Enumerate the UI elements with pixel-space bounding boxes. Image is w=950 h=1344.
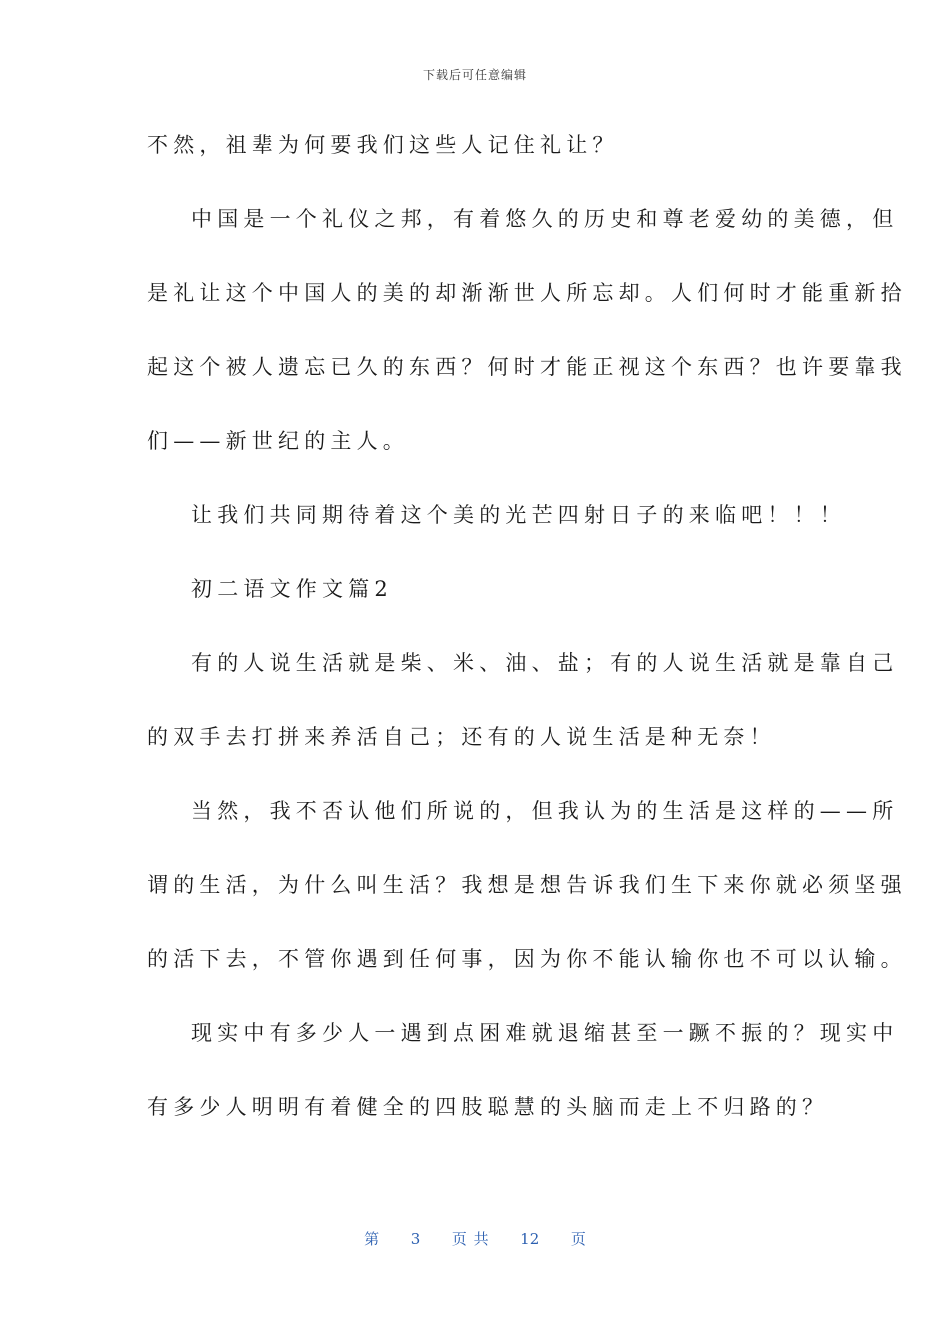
text-line: 现实中有多少人一遇到点困难就退缩甚至一蹶不振的？现实中 bbox=[191, 1021, 899, 1045]
text-line: 当然，我不否认他们所说的，但我认为的生活是这样的——所 bbox=[191, 799, 899, 823]
page-mid-text: 页 共 bbox=[451, 1230, 489, 1248]
text-line: 有多少人明明有着健全的四肢聪慧的头脑而走上不归路的？ bbox=[147, 1095, 829, 1119]
body-text bbox=[147, 126, 907, 1162]
text-line: 的活下去，不管你遇到任何事，因为你不能认输你也不可以认输。 bbox=[147, 947, 907, 971]
text-line: 不然，祖辈为何要我们这些人记住礼让？ bbox=[147, 133, 619, 157]
text-line: 是礼让这个中国人的美的却渐渐世人所忘却。人们何时才能重新拾 bbox=[147, 281, 907, 305]
page-header: 下载后可任意编辑 bbox=[422, 68, 527, 82]
current-page-number: 3 bbox=[410, 1230, 421, 1248]
text-line: 谓的生活，为什么叫生活？我想是想告诉我们生下来你就必须坚强 bbox=[147, 873, 907, 897]
text-line: 有的人说生活就是柴、米、油、盐；有的人说生活就是靠自己 bbox=[191, 651, 899, 675]
text-line: 的双手去打拼来养活自己；还有的人说生活是种无奈！ bbox=[147, 725, 776, 749]
total-pages-number: 12 bbox=[520, 1230, 540, 1248]
page-prefix: 第 bbox=[364, 1230, 380, 1248]
text-line: 们——新世纪的主人。 bbox=[147, 429, 409, 453]
text-line: 起这个被人遗忘已久的东西？何时才能正视这个东西？也许要靠我 bbox=[147, 355, 907, 379]
text-line: 让我们共同期待着这个美的光芒四射日子的来临吧！！！ bbox=[191, 503, 846, 527]
section-heading: 初二语文作文篇2 bbox=[191, 577, 393, 601]
page-footer bbox=[0, 1228, 950, 1249]
page-suffix: 页 bbox=[570, 1230, 586, 1248]
text-line: 中国是一个礼仪之邦，有着悠久的历史和尊老爱幼的美德，但 bbox=[191, 207, 899, 231]
